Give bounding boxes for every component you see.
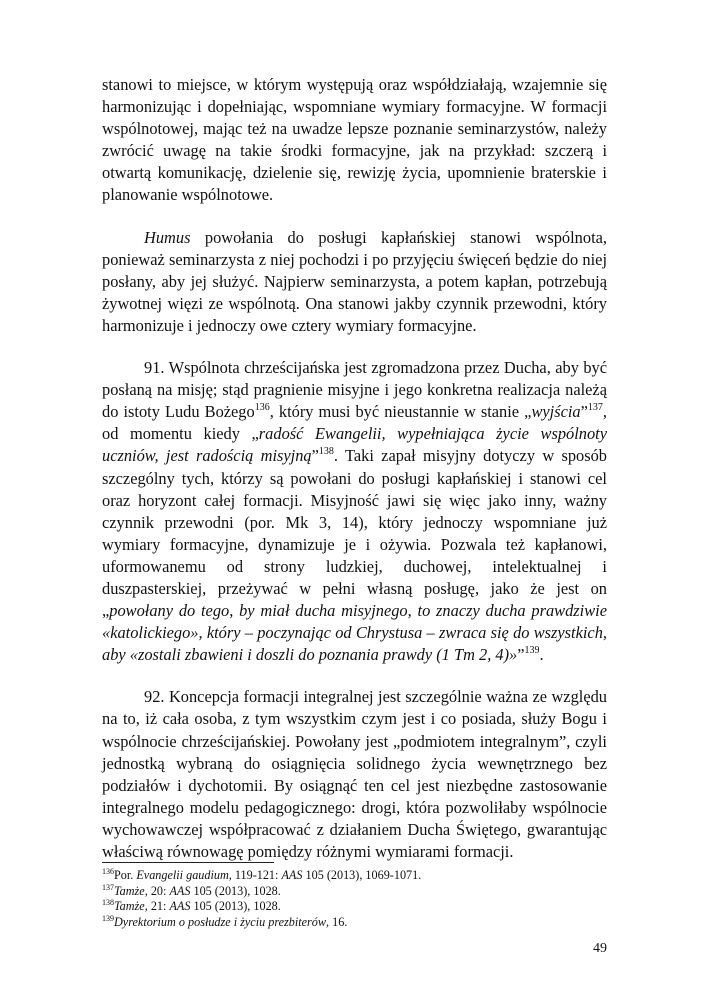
footnote-text: 105 (2013), 1028.	[190, 883, 281, 898]
footnote-text: , 119-121:	[228, 868, 282, 882]
closing-quote: ”	[311, 446, 319, 466]
footnote-text: 105 (2013), 1028.	[190, 899, 281, 914]
quote-radosc-ewangelii: radość Ewangelii, wypełniająca życie wspólnoty uczniów, jest radością misyjną	[102, 424, 607, 466]
footnote-ref-136[interactable]: 136	[254, 402, 270, 414]
footnote-number: 137	[102, 882, 114, 892]
body-text	[102, 74, 607, 863]
footnote-number: 139	[102, 913, 114, 923]
footnote-139	[102, 915, 607, 931]
paragraph-1	[102, 74, 607, 207]
quote-powolany: powołany do tego, by miał ducha misyjnego, to znaczy ducha prawdziwie «katolickiego», który – poczynając od Chrystusa – zwraca się do wszystkich, aby «zostali zbawieni i doszli do poznania prawdy (1 Tm 2, 4)»	[102, 601, 607, 665]
paragraph-91-text-f: . Taki zapał misyjny dotyczy w sposób szczególny tych, którzy są powołani do posługi kapłańskiej i stanowi cel oraz horyzont całej formacji. Misyjność jawi się więc jako inny, ważny czynnik przewodni (por. Mk 3, 14), który jednoczy wspomniane już wymiary formacyjne, dynamizuje je i ożywia. Pozwala też kapłanowi, uformowanemu od strony ludzkiej, duchowej, intelektualnej i duszpasterskiej, przeżywać w pełni własną posługę, jako że jest on „	[102, 446, 607, 621]
paragraph-1-text: stanowi to miejsce, w którym występują oraz współdziałają, wzajemnie się harmonizując i dopełniając, wspomniane wymiary formacyjne. W formacji wspólnotowej, mając też na uwadze lepsze poznanie seminarzystów, należy zwrócić uwagę na takie środki formacyjne, jak na przykład: szczerą i otwartą komunikację, dzielenie się, rewizję życia, upomnienie braterskie i planowanie wspólnotowe.	[102, 75, 607, 205]
footnote-divider	[102, 862, 274, 863]
footnote-text: , 21:	[144, 899, 170, 914]
footnote-ref-137[interactable]: 137	[587, 402, 603, 414]
page-number: 49	[593, 941, 607, 956]
footnote-138	[102, 899, 607, 915]
paragraph-2	[102, 227, 607, 337]
footnote-title: Dyrektorium o posłudze i życiu prezbiterów	[114, 914, 327, 929]
footnote-136	[102, 868, 607, 884]
footnote-text: , 20:	[144, 883, 170, 898]
footnote-ref-138[interactable]: 138	[318, 446, 334, 458]
footnote-journal: AAS	[169, 883, 191, 898]
humus-term: Humus	[144, 227, 191, 247]
footnote-text: , 16.	[326, 914, 348, 929]
footnote-text: Por.	[114, 868, 137, 882]
paragraph-92	[102, 686, 607, 863]
footnotes	[102, 868, 607, 930]
footnote-journal: AAS	[169, 899, 191, 914]
footnote-journal: AAS	[281, 868, 303, 882]
footnote-title: Evangelii gaudium	[136, 868, 229, 882]
period: .	[539, 645, 544, 665]
paragraph-91-text-b: , który musi być nieustannie w stanie „	[269, 402, 532, 422]
paragraph-92-text: 92. Koncepcja formacji integralnej jest szczególnie ważna ze względu na to, iż cała osoba, z tym wszystkim czym jest i co posiada, służy Bogu i wspólnocie chrześcijańskiej. Powołany jest „podmiotem integralnym”, czyli jednostką wybraną do osiągnięcia solidnego życia wewnętrznego bez podziałów i dychotomii. By osiągnąć ten cel jest niezbędne zastosowanie integralnego modelu pedagogicznego: drogi, która pozwoliłaby wspólnocie wychowawczej współpracować z działaniem Ducha Świętego, gwarantując właściwą równowagę pomiędzy różnymi wymiarami formacji.	[102, 687, 607, 861]
closing-quote: ”	[517, 645, 525, 665]
paragraph-91-text-d: , od momentu kiedy „	[102, 402, 607, 444]
footnote-number: 138	[102, 898, 114, 908]
footnote-title: Tamże	[114, 883, 145, 898]
footnote-title: Tamże	[114, 899, 145, 914]
footnote-137	[102, 884, 607, 900]
quote-wyjscia: wyjścia	[531, 402, 581, 422]
paragraph-91	[102, 357, 607, 666]
footnote-text: 105 (2013), 1069-1071.	[302, 868, 422, 882]
footnote-ref-139[interactable]: 139	[524, 645, 540, 657]
paragraph-2-text: powołania do posługi kapłańskiej stanowi wspólnota, ponieważ seminarzysta z niej pochodzi i po przyjęciu święceń będzie do niej posłany, aby jej służyć. Najpierw seminarzysta, a potem kapłan, potrzebują żywotnej więzi ze wspólnotą. Ona stanowi jakby czynnik przewodni, który harmonizuje i jednoczy owe cztery wymiary formacyjne.	[102, 227, 607, 335]
paragraph-91-text-a: 91. Wspólnota chrześcijańska jest zgromadzona przez Ducha, aby być posłaną na misję; stąd pragnienie misyjne i jego konkretna realizacja należą do istoty Ludu Bożego	[102, 358, 607, 422]
footnote-number: 136	[102, 867, 114, 876]
closing-quote: ”	[580, 402, 588, 422]
